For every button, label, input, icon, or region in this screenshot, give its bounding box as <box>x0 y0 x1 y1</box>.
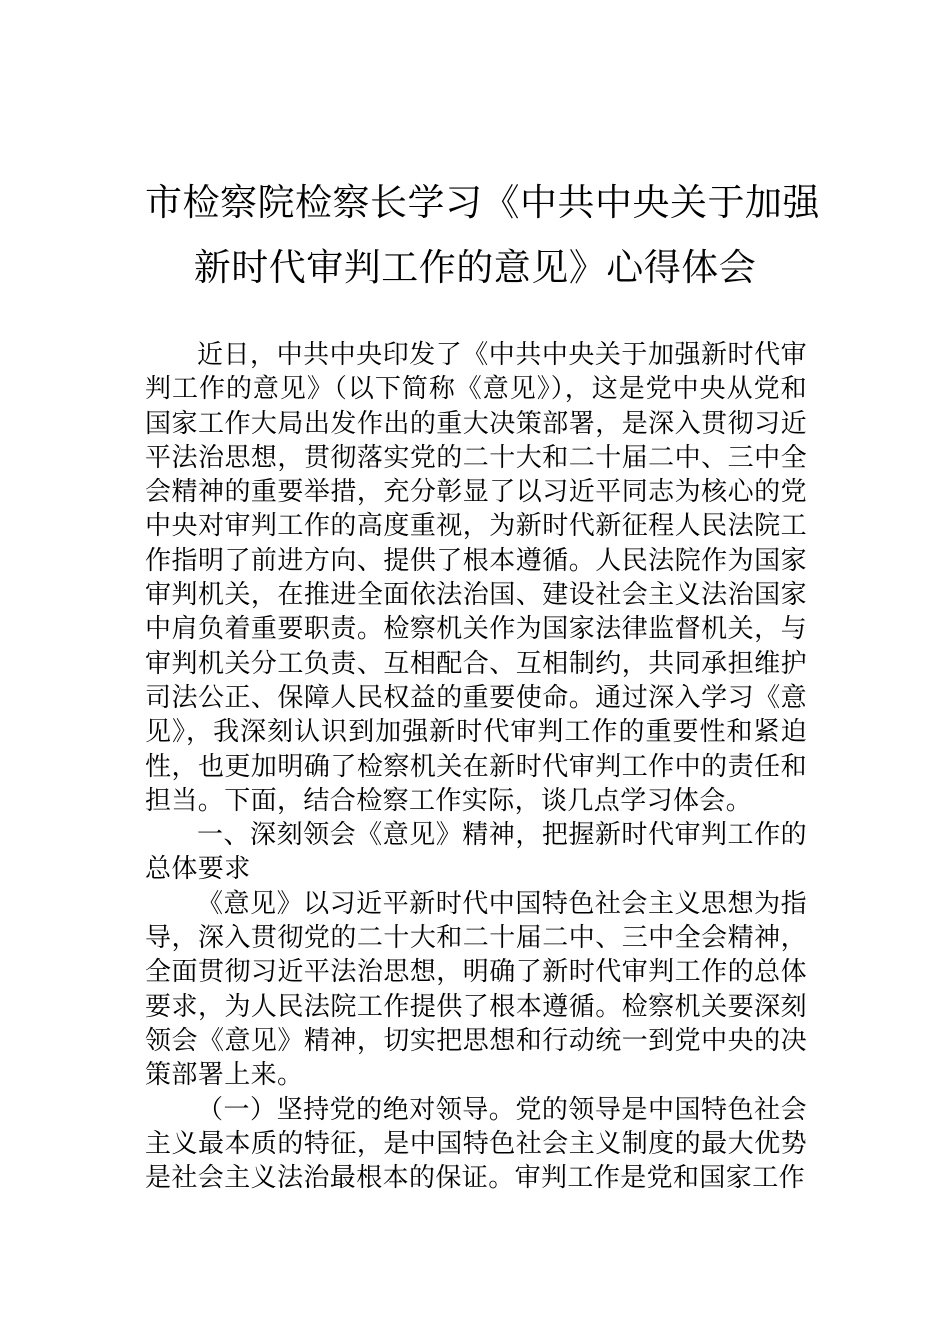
paragraph-intro: 近日，中共中央印发了《中共中央关于加强新时代审判工作的意见》（以下简称《意见》），这是党中央从党和国家工作大局出发作出的重大决策部署，是深入贯彻习近平法治思想，贯彻落实党的二十大和二十届二中、三中全会精神的重要举措，充分彰显了以习近平同志为核心的党中央对审判工作的高度重视，为新时代新征程人民法院工作指明了前进方向、提供了根本遵循。人民法院作为国家审判机关，在推进全面依法治国、建设社会主义法治国家中肩负着重要职责。检察机关作为国家法律监督机关，与审判机关分工负责、互相配合、互相制约，共同承担维护司法公正、保障人民权益的重要使命。通过深入学习《意见》，我深刻认识到加强新时代审判工作的重要性和紧迫性，也更加明确了检察机关在新时代审判工作中的责任和担当。下面，结合检察工作实际，谈几点学习体会。 <box>145 340 807 816</box>
document-title-line-2: 新时代审判工作的意见》心得体会 <box>193 246 757 289</box>
section-heading-1: 一、深刻领会《意见》精神，把握新时代审判工作的总体要求 <box>145 820 807 885</box>
paragraph-section-1: 《意见》以习近平新时代中国特色社会主义思想为指导，深入贯彻党的二十大和二十届二中、三中全会精神，全面贯彻习近平法治思想，明确了新时代审判工作的总体要求，为人民法院工作提供了根本遵循。检察机关要深刻领会《意见》精神，切实把思想和行动统一到党中央的决策部署上来。 <box>145 888 807 1091</box>
paragraph-subsection-1: （一）坚持党的绝对领导。党的领导是中国特色社会主义最本质的特征，是中国特色社会主义制度的最大优势是社会主义法治最根本的保证。审判工作是党和国家工作 <box>145 1094 807 1194</box>
document-body <box>145 338 807 1195</box>
document-title-line-1: 市检察院检察长学习《中共中央关于加强 <box>145 181 820 224</box>
